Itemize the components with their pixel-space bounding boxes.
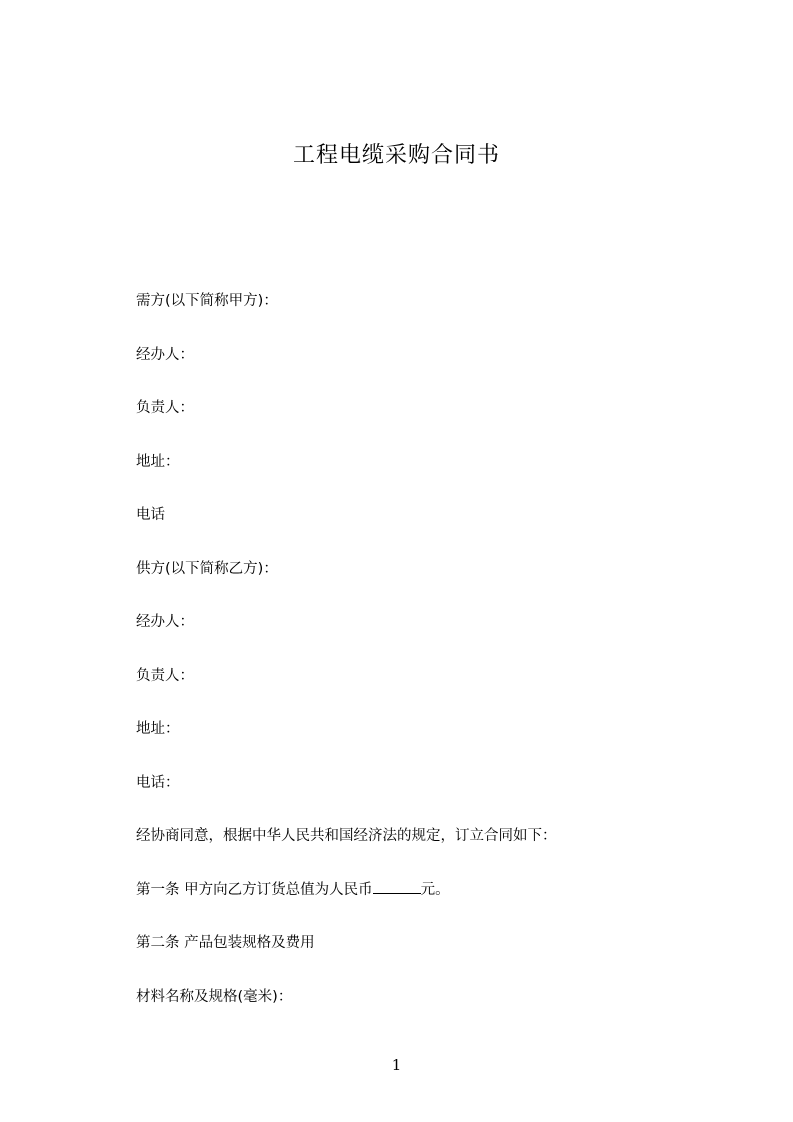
buyer-manager-line: 负责人： [136, 400, 194, 416]
supplier-handler-line: 经办人： [136, 614, 194, 630]
agreement-intro-line: 经协商同意，根据中华人民共和国经济法的规定，订立合同如下： [136, 828, 557, 844]
buyer-party-line: 需方(以下简称甲方)： [136, 293, 278, 309]
amount-blank [373, 879, 421, 894]
supplier-party-line: 供方(以下简称乙方)： [136, 560, 278, 577]
page-number: 1 [391, 1056, 402, 1074]
supplier-manager-line: 负责人： [136, 667, 194, 684]
materials-line: 材料名称及规格(毫米)： [136, 988, 293, 1005]
document-title: 工程电缆采购合同书 [292, 143, 500, 168]
supplier-address-line: 地址： [136, 721, 180, 737]
buyer-phone-line: 电话 [136, 507, 165, 523]
article-1-unit: 元。 [420, 881, 450, 898]
document-body [136, 290, 696, 1039]
article-2-line: 第二条 产品包装规格及费用 [136, 935, 315, 951]
buyer-handler-line: 经办人： [136, 346, 194, 363]
supplier-phone-line: 电话： [136, 774, 180, 791]
buyer-address-line: 地址： [136, 453, 180, 470]
article-1-line [136, 879, 696, 901]
article-1-text: 第一条 甲方向乙方订货总值为人民币 [136, 881, 373, 898]
